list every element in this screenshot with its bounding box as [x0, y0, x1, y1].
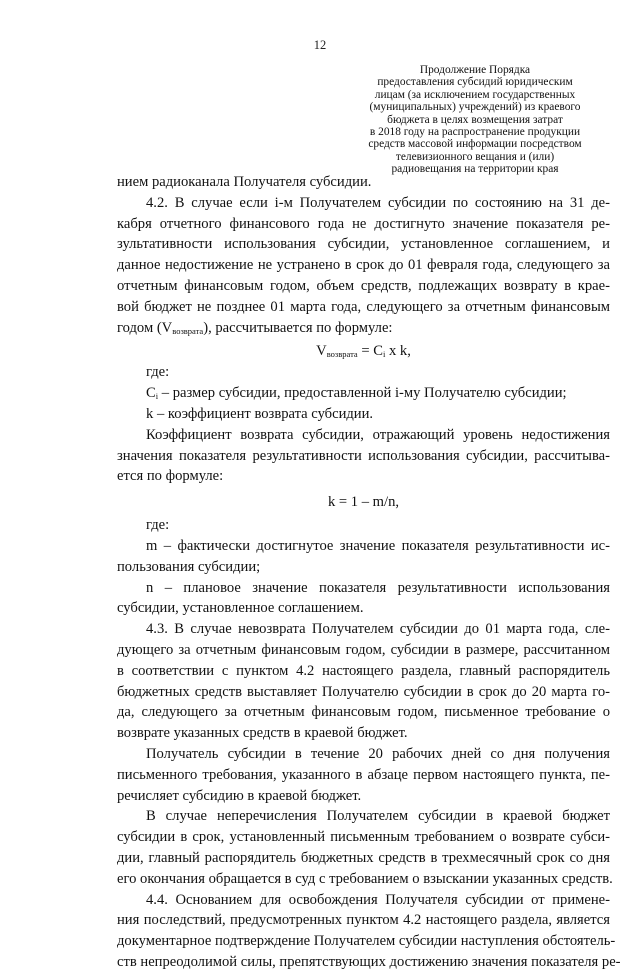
text-line: да, следующего за отчетным финансовым годом, письменное требование о: [117, 704, 610, 721]
page-number: 12: [313, 38, 327, 52]
text-line: отчетным финансовым годом, объем средств, подлежащих возврату в крае-: [117, 277, 610, 294]
header-line: предоставления субсидий юридическим: [377, 76, 573, 89]
text-line: ния последствий, предусмотренных пунктом 4.2 настоящего раздела, является: [117, 912, 610, 929]
text-line: дующего за отчетным финансовым годом, субсидии в размере, рассчитанном: [117, 641, 610, 658]
text-fragment: C: [146, 385, 156, 402]
text-line: речисляет субсидию в краевой бюджет.: [117, 787, 362, 804]
subscript: возврата: [326, 349, 358, 360]
text-line: k – коэффициент возврата субсидии.: [146, 405, 374, 422]
header-line: средств массовой информации посредством: [368, 138, 582, 151]
text-line: 4.4. Основанием для освобождения Получателя субсидии от примене-: [146, 891, 610, 908]
text-line: Получатель субсидии в течение 20 рабочих дней со дня получения: [146, 745, 610, 762]
text-fragment: – размер субсидии, предоставленной i-му Получателю субсидии;: [158, 385, 567, 402]
text-line: бюджетных средств выставляет Получателю субсидии в срок до 20 марта го-: [117, 683, 610, 700]
text-line: где:: [146, 364, 170, 381]
text-line: его окончания обращается в суд с требованием о взыскании указанных средств.: [117, 870, 613, 887]
header-line: в 2018 году на распространение продукции: [369, 126, 581, 139]
text-line: Коэффициент возврата субсидии, отражающий уровень недостижения: [146, 426, 610, 443]
text-line: в соответствии с пунктом 4.2 настоящего раздела, главный распорядитель: [117, 662, 610, 679]
text-line: зультативности использования субсидии, установленное соглашением, и: [117, 236, 610, 253]
formula-var: V: [316, 343, 327, 360]
text-line: 4.3. В случае невозврата Получателем субсидии до 01 марта года, сле-: [146, 621, 610, 638]
text-line: [117, 318, 610, 339]
text-line: ется по формуле:: [117, 468, 224, 485]
text-line: вой бюджет не позднее 01 марта года, следующего за отчетным финансовым: [117, 298, 610, 315]
subscript: i: [155, 391, 159, 402]
text-line: n – плановое значение показателя результативности использования: [146, 579, 610, 596]
subscript: i: [382, 349, 386, 360]
text-line: письменного требования, указанного в абзаце первом настоящего пункта, пе-: [117, 766, 610, 783]
formula-return-volume: [117, 340, 610, 362]
text-line: нием радиоканала Получателя субсидии.: [117, 174, 372, 190]
header-line: радиовещания на территории края: [391, 163, 559, 176]
header-line: Продолжение Порядка: [419, 64, 531, 76]
text-line: значения показателя результативности использования субсидии, рассчитыва-: [117, 447, 610, 464]
header-line: лицам (за исключением государственных: [374, 88, 576, 101]
text-line: ств непреодолимой силы, препятствующих достижению значения показателя ре-: [117, 953, 621, 970]
text-line: субсидии, установленное соглашением.: [117, 600, 364, 617]
text-line: документарное подтверждение Получателем субсидии наступления обстоятель-: [117, 933, 616, 950]
header-line: телевизионного вещания и (или): [395, 150, 555, 163]
text-line: m – фактически достигнутое значение показателя результативности ис-: [146, 537, 610, 554]
text-line: пользования субсидии;: [117, 558, 261, 575]
subscript: возврата: [172, 325, 204, 336]
document-header-continuation: [352, 64, 598, 176]
text-line: 4.2. В случае если i-м Получателем субсидии по состоянию на 31 де-: [146, 194, 610, 211]
text-line: кабря отчетного финансового года не достигнуто значение показателя ре-: [117, 215, 610, 232]
header-line: бюджета в целях возмещения затрат: [387, 113, 563, 126]
formula-part: = C: [357, 343, 383, 360]
document-body: [117, 172, 621, 973]
text-line: данное недостижение не устранено в срок до 01 февраля года, следующего за: [117, 257, 610, 274]
header-line: (муниципальных) учреждений) из краевого: [369, 101, 581, 114]
text-fragment: годом (V: [117, 319, 173, 336]
formula-part: x k,: [385, 343, 411, 360]
text-line: В случае неперечисления Получателем субсидии в краевой бюджет: [146, 808, 610, 825]
text-line: дии, главный распорядитель бюджетных средств в трехмесячный срок со дня: [117, 849, 610, 866]
text-line: субсидии в срок, установленный письменным требованием о возврате субси-: [117, 829, 610, 846]
formula-coefficient: k = 1 – m/n,: [327, 494, 400, 511]
text-line: где:: [146, 517, 170, 534]
text-line: возврате указанных средств в краевой бюджет.: [117, 725, 408, 742]
text-line: [117, 383, 610, 404]
text-fragment: ), рассчитывается по формуле:: [203, 319, 393, 336]
